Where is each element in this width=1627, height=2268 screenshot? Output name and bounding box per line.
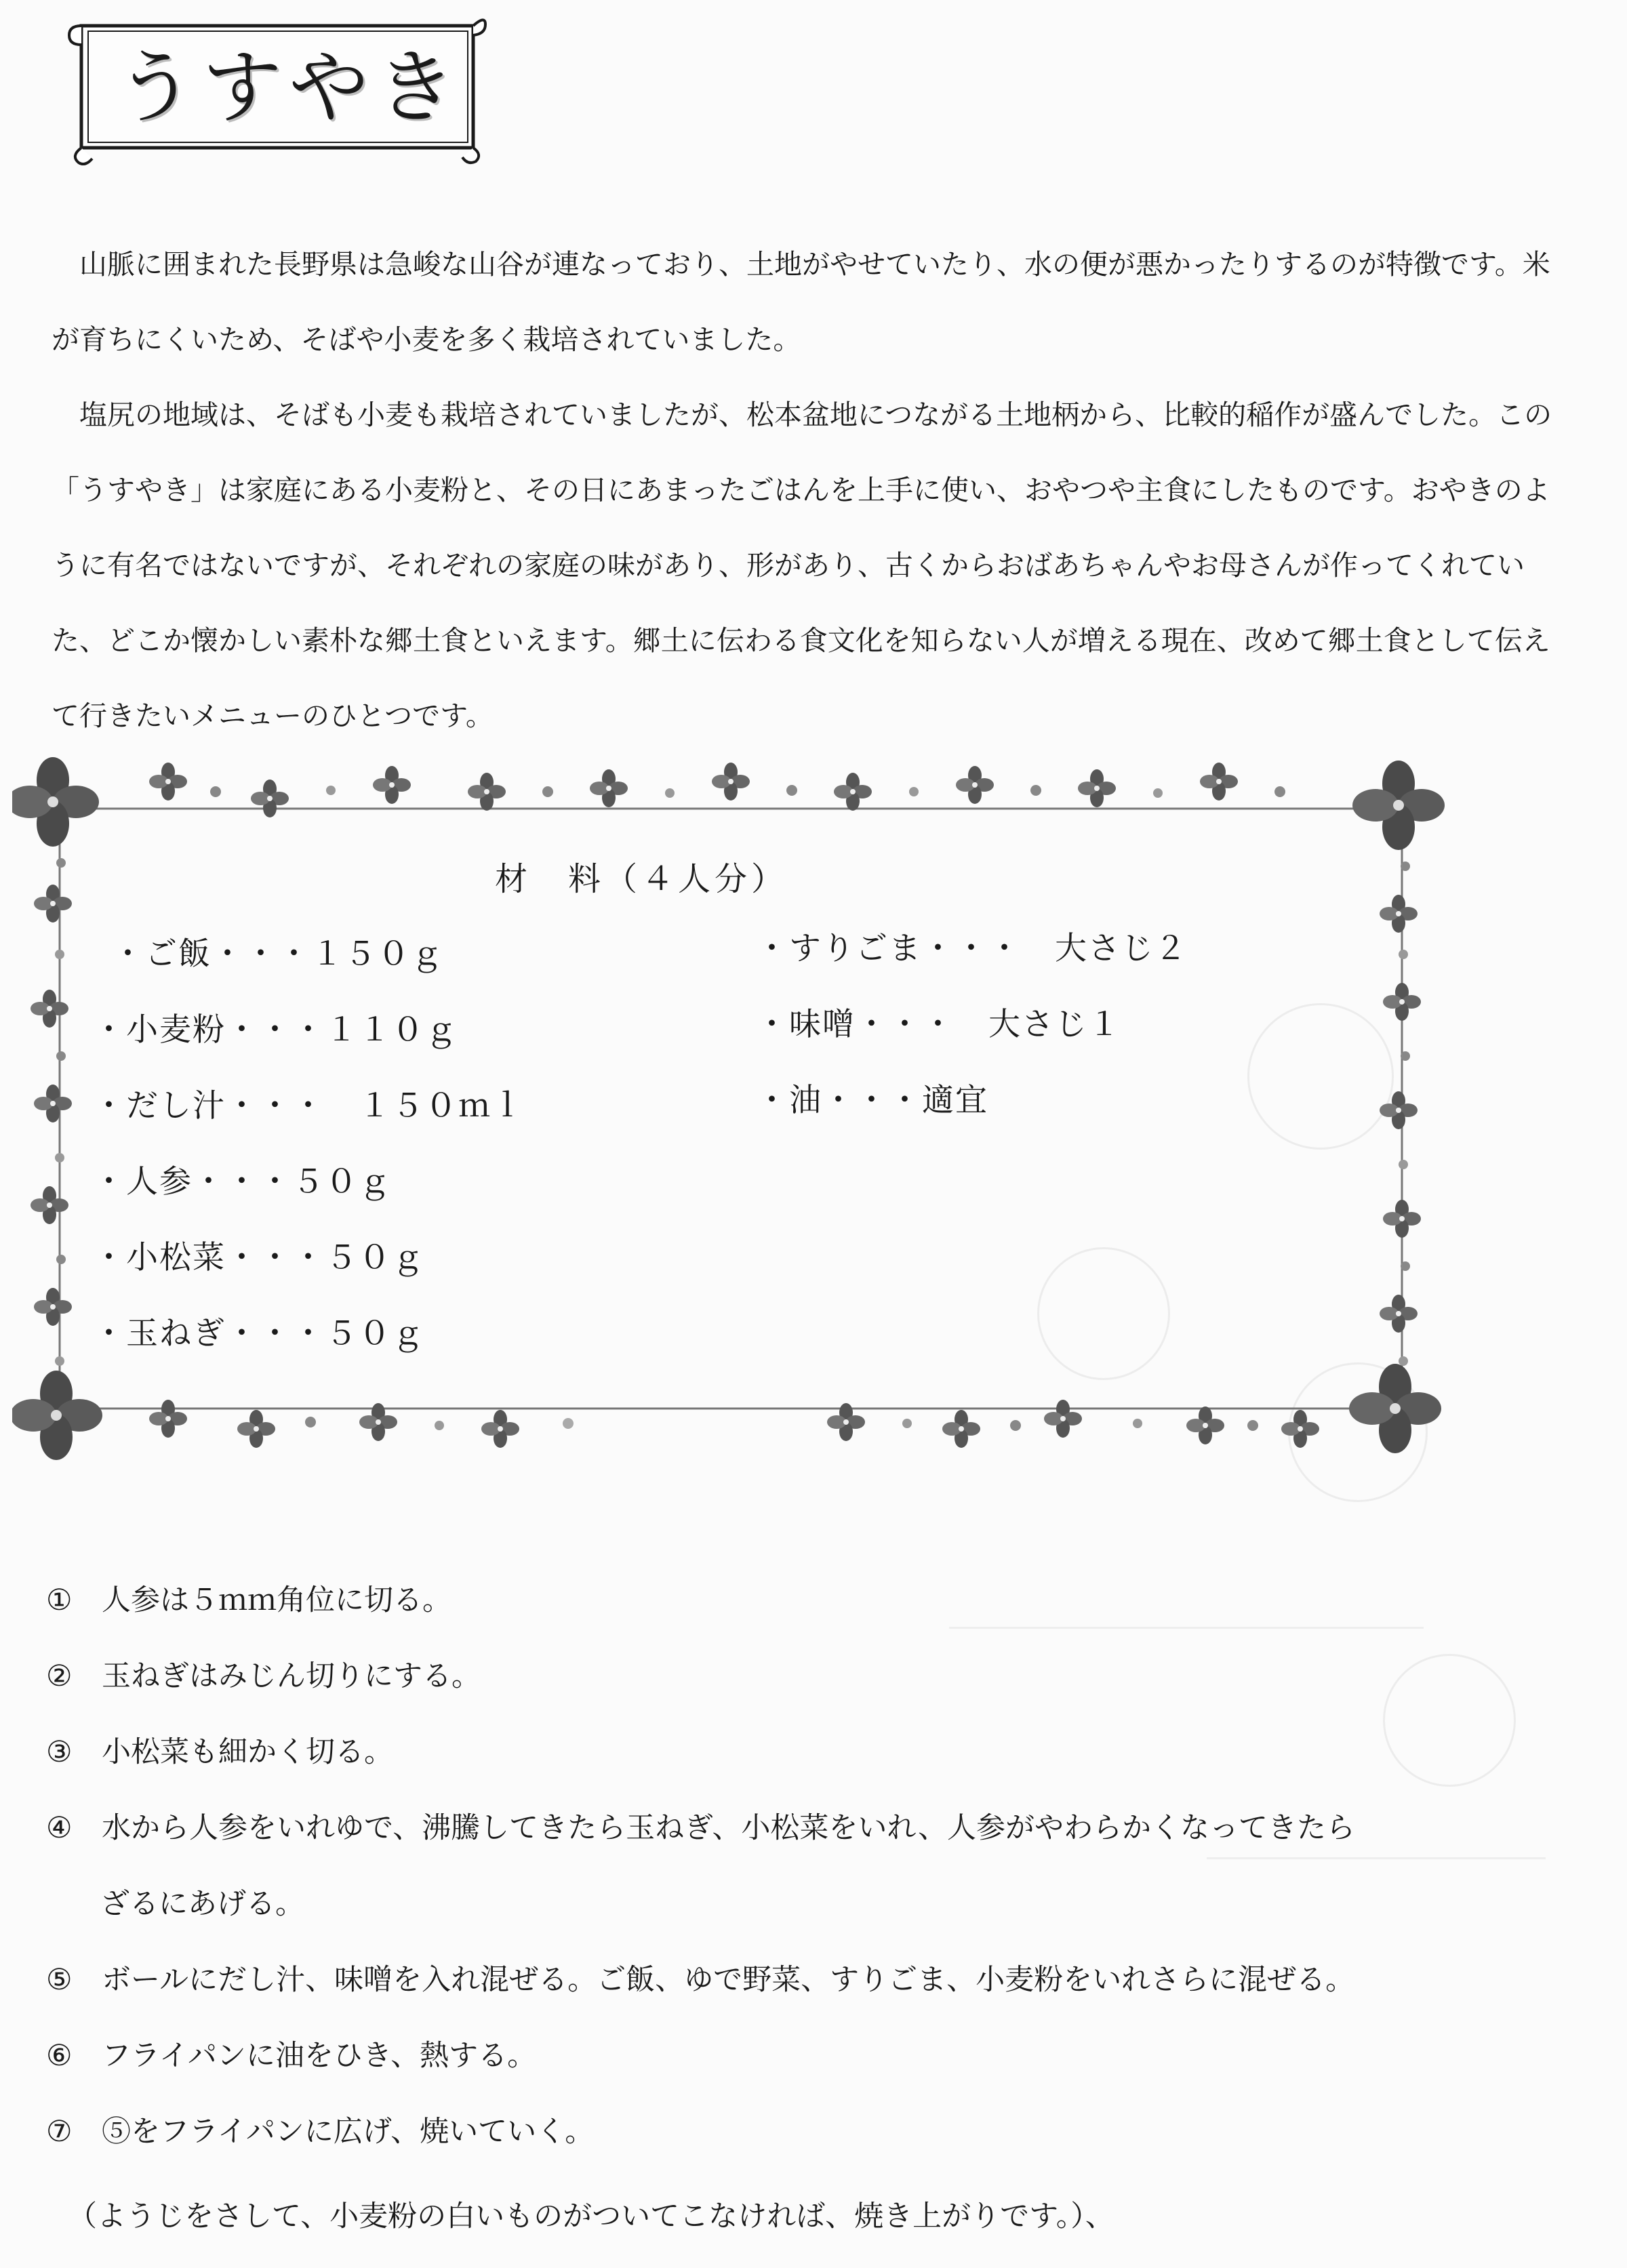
step-text-continued: ざるにあげる。 xyxy=(100,1887,304,1921)
title-banner xyxy=(68,12,488,168)
step-text: 人参は５ｍｍ角位に切る。 xyxy=(102,1583,451,1617)
step-text: 水から人参をいれゆで、沸騰してきたら玉ねぎ、小松菜をいれ、人参がやわらかくなってきたら xyxy=(102,1811,1355,1845)
ingredient-item: ・味噌・・・ 大さじ１ xyxy=(756,1006,1121,1043)
intro-paragraph-2: 塩尻の地域は、そばも小麦も栽培されていましたが、松本盆地につながる土地柄から、比較的稲作が盛んでした。この「うすやき」は家庭にある小麦粉と、その日にあまったごはんを上手に使い、おやつや主食にしたものです。おやきのように有名ではないですが、それぞれの家庭の味があり、形があり、古くからおばあちゃんやお母さんが作ってくれていた、どこか懐かしい素朴な郷土食といえます。郷土に伝わる食文化を知らない人が増える現在、改めて郷土食として伝えて行きたいメニューのひとつです。 xyxy=(52,399,1552,732)
step-text: 玉ねぎはみじん切りにする。 xyxy=(102,1659,481,1693)
step-text: 小松菜も細かく切る。 xyxy=(102,1735,393,1769)
step-6 xyxy=(46,2018,1592,2094)
recipe-steps xyxy=(46,1562,1592,2170)
ingredients-heading: 材 料（４人分） xyxy=(495,860,788,898)
step-text: ボールにだし汁、味噌を入れ混ぜる。ご飯、ゆで野菜、すりごま、小麦粉をいれさらに混ぜる。 xyxy=(102,1963,1355,1997)
step-number: ⑦ xyxy=(46,2115,73,2149)
step-3 xyxy=(46,1714,1592,1790)
step-text: ⑤をフライパンに広げ、焼いていく。 xyxy=(102,2115,595,2149)
step-2 xyxy=(46,1638,1592,1714)
intro-text xyxy=(52,227,1577,754)
ingredient-item: ・玉ねぎ・・・５０ｇ xyxy=(93,1315,425,1352)
step-number: ③ xyxy=(46,1735,73,1769)
ingredient-item: ・ご飯・・・１５０ｇ xyxy=(112,935,444,973)
ingredient-item: ・だし汁・・・ １５０ｍｌ xyxy=(93,1087,525,1125)
step-4 xyxy=(46,1790,1592,1866)
step-number: ④ xyxy=(46,1811,73,1845)
step-text: フライパンに油をひき、熱する。 xyxy=(102,2039,537,2073)
step-number: ⑥ xyxy=(46,2039,73,2073)
step-number: ⑤ xyxy=(46,1963,73,1997)
ingredient-item: ・小麦粉・・・１１０ｇ xyxy=(93,1011,458,1049)
intro-paragraph-1: 山脈に囲まれた長野県は急峻な山谷が連なっており、土地がやせていたり、水の便が悪かったりするのが特徴です。米が育ちにくいため、そばや小麦を多く栽培されていました。 xyxy=(52,248,1550,356)
step-7 xyxy=(46,2094,1592,2170)
ingredient-item: ・小松菜・・・５０ｇ xyxy=(93,1239,425,1276)
step-note: （ようじをさして、小麦粉の白いものがついてこなければ、焼き上がりです。）、 xyxy=(68,2200,1114,2233)
step-4-continued xyxy=(46,1866,1592,1942)
step-number: ② xyxy=(46,1659,73,1693)
ingredients-list-right xyxy=(756,911,1188,1139)
page-title: うすやき xyxy=(115,41,463,134)
ingredients-list-left xyxy=(93,916,525,1372)
step-number: ① xyxy=(46,1583,73,1617)
ingredient-item: ・すりごま・・・ 大さじ２ xyxy=(756,930,1188,967)
step-1 xyxy=(46,1562,1592,1638)
ingredient-item: ・油・・・適宜 xyxy=(756,1082,988,1119)
step-5 xyxy=(46,1942,1592,2018)
ingredient-item: ・人参・・・５０ｇ xyxy=(93,1163,392,1200)
